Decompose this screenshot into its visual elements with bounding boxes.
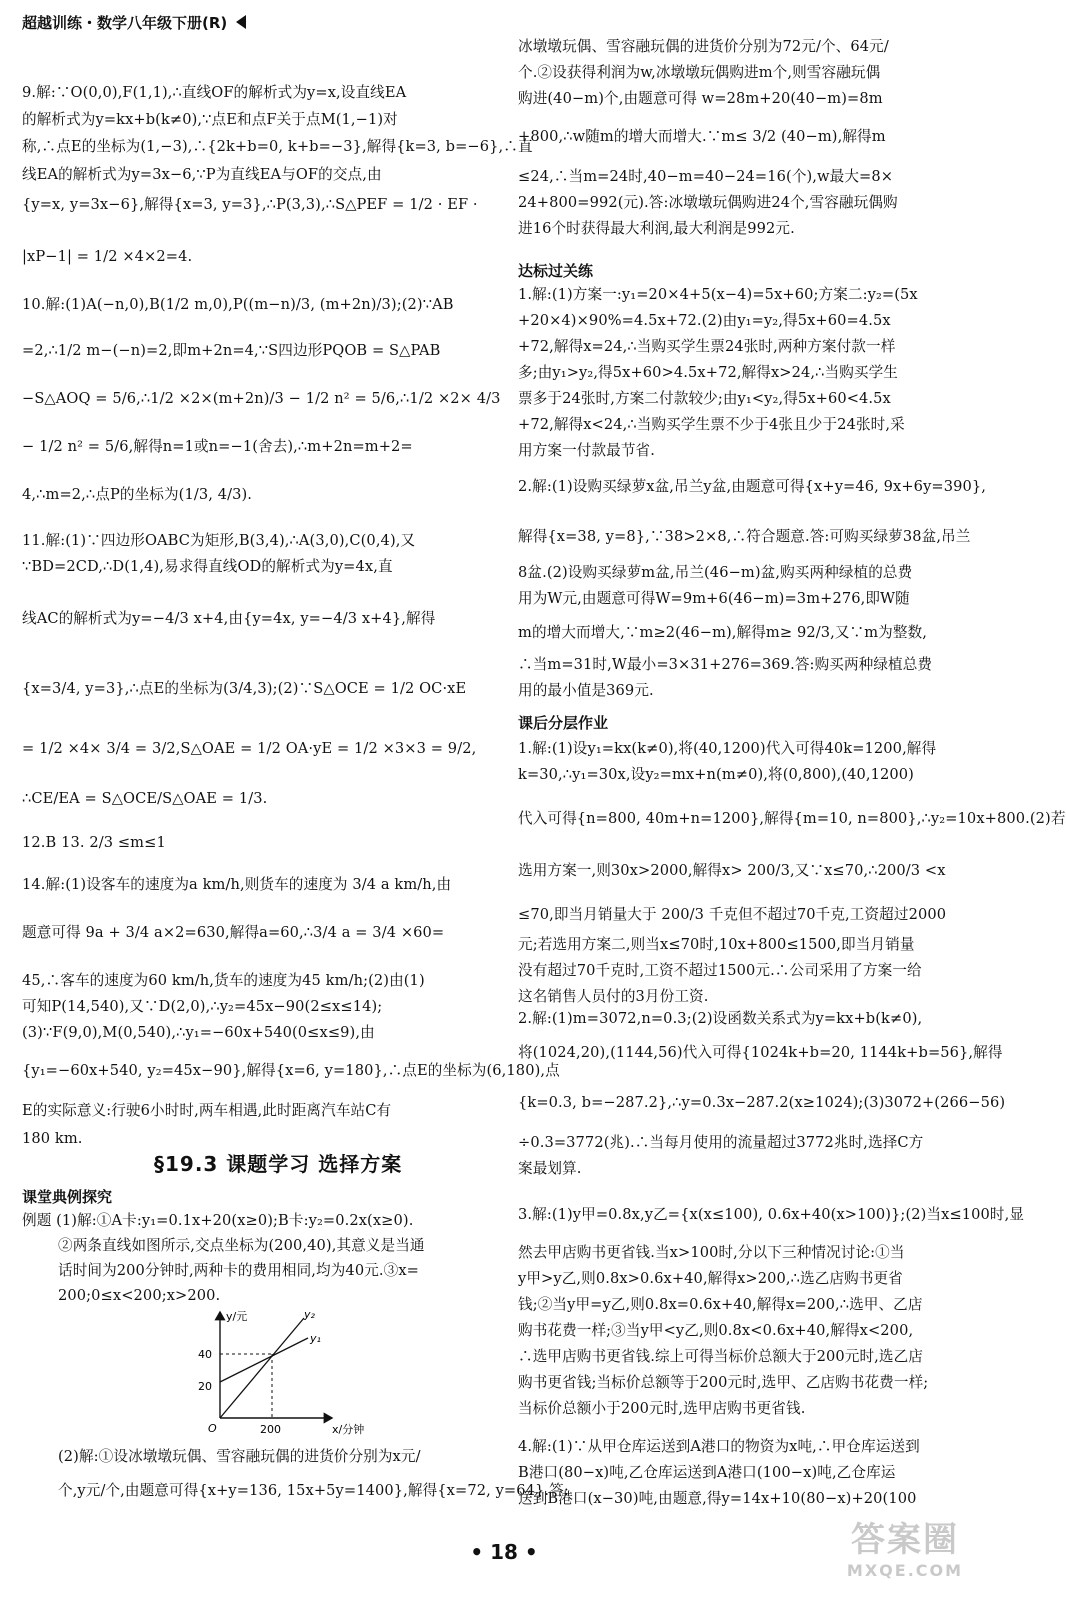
text-line: 冰墩墩玩偶、雪容融玩偶的进货价分别为72元/个、64元/ [518, 38, 889, 55]
text-line: E的实际意义:行驶6小时时,两车相遇,此时距离汽车站C有 [22, 1102, 392, 1119]
text-line: 9.解:∵O(0,0),F(1,1),∴直线OF的解析式为y=x,设直线EA [22, 84, 407, 101]
text-line: {k=0.3, b=−287.2},∴y=0.3x−287.2(x≥1024);(3)3072+(266−56) [518, 1094, 1006, 1111]
text-line: 8盆.(2)设购买绿萝m盆,吊兰(46−m)盆,购买两种绿植的总费 [518, 564, 913, 581]
text-line: ②两条直线如图所示,交点坐标为(200,40),其意义是当通 [58, 1237, 425, 1254]
subsection-heading: 达标过关练 [518, 262, 594, 280]
text-line: 这名销售人员付的3月份工资. [518, 988, 709, 1005]
text-line: (3)∵F(9,0),M(0,540),∴y₁=−60x+540(0≤x≤9),由 [22, 1024, 375, 1041]
text-line: 例题 (1)解:①A卡:y₁=0.1x+20(x≥0);B卡:y₂=0.2x(x≥0). [22, 1212, 414, 1229]
text-line: 进16个时获得最大利润,最大利润是992元. [518, 220, 795, 237]
text-line: B港口(80−x)吨,乙仓库运送到A港口(100−x)吨,乙仓库运 [518, 1464, 896, 1481]
text-line: 11.解:(1)∵四边形OABC为矩形,B(3,4),∴A(3,0),C(0,4),又 [22, 532, 416, 549]
text-line: 4.解:(1)∵从甲仓库运送到A港口的物资为x吨,∴甲仓库运送到 [518, 1438, 920, 1455]
text-line: − 1/2 n² = 5/6,解得n=1或n=−1(舍去),∴m+2n=m+2= [22, 438, 413, 455]
text-line: ≤70,即当月销量大于 200/3 千克但不超过70千克,工资超过2000 [518, 906, 947, 923]
text-line: 180 km. [22, 1130, 83, 1147]
text-line: 没有超过70千克时,工资不超过1500元.∴公司采用了方案一给 [518, 962, 922, 979]
text-line: m的增大而增大,∵m≥2(46−m),解得m≥ 92/3,又∵m为整数, [518, 624, 927, 641]
text-line: 线EA的解析式为y=3x−6,∵P为直线EA与OF的交点,由 [22, 166, 382, 183]
line-y1 [220, 1338, 308, 1382]
text-line: 14.解:(1)设客车的速度为a km/h,则货车的速度为 3/4 a km/h,由 [22, 876, 452, 893]
text-line: {y=x, y=3x−6},解得{x=3, y=3},∴P(3,3),∴S△PEF = 1/2 · EF · [22, 196, 478, 213]
x-tick-label: 200 [260, 1423, 281, 1436]
text-line: 2.解:(1)设购买绿萝x盆,吊兰y盆,由题意可得{x+y=46, 9x+6y=390}, [518, 478, 987, 495]
text-line: y甲>y乙,则0.8x>0.6x+40,解得x>200,∴选乙店购书更省 [518, 1270, 903, 1287]
text-line: 购进(40−m)个,由题意可得 w=28m+20(40−m)=8m [518, 90, 883, 107]
text-line: ∵BD=2CD,∴D(1,4),易求得直线OD的解析式为y=4x,直 [22, 558, 393, 575]
triangle-marker-icon [235, 15, 247, 29]
text-line: 代入可得{n=800, 40m+n=1200},解得{m=10, n=800},∴y₂=10x+800.(2)若 [518, 810, 1066, 827]
y-tick-label: 40 [198, 1348, 212, 1361]
text-line: 24+800=992(元).答:冰墩墩玩偶购进24个,雪容融玩偶购 [518, 194, 898, 211]
subsection-heading: 课后分层作业 [518, 714, 609, 732]
text-line: ∴CE/EA = S△OCE/S△OAE = 1/3. [22, 790, 268, 807]
text-line: 购书花费一样;③当y甲<y乙,则0.8x<0.6x+40,解得x<200, [518, 1322, 914, 1339]
text-line: ∴选甲店购书更省钱.综上可得当标价总额大于200元时,选乙店 [518, 1348, 923, 1365]
text-line: 当标价总额小于200元时,选甲店购书更省钱. [518, 1400, 806, 1417]
text-line: 12.B 13. 2/3 ≤m≤1 [22, 834, 166, 851]
text-line: |xP−1| = 1/2 ×4×2=4. [22, 248, 193, 265]
origin-label: O [208, 1422, 217, 1435]
line-y2 [220, 1318, 304, 1418]
text-line: 称,∴点E的坐标为(1,−3),∴{2k+b=0, k+b=−3},解得{k=3, b=−6},∴直 [22, 138, 533, 155]
text-line: 用的最小值是369元. [518, 682, 654, 699]
text-line: 题意可得 9a + 3/4 a×2=630,解得a=60,∴3/4 a = 3/4 ×60= [22, 924, 445, 941]
text-line: 案最划算. [518, 1160, 582, 1177]
watermark-url: MXQE.COM [846, 1561, 964, 1580]
line-label-y2: y₂ [304, 1308, 315, 1321]
text-line: +800,∴w随m的增大而增大.∵m≤ 3/2 (40−m),解得m [518, 128, 886, 145]
text-line: +72,解得x=24,∴当购买学生票24张时,两种方案付款一样 [518, 338, 896, 355]
text-line: 1.解:(1)方案一:y₁=20×4+5(x−4)=5x+60;方案二:y₂=(5x [518, 286, 918, 303]
text-line: = 1/2 ×4× 3/4 = 3/2,S△OAE = 1/2 OA·yE = 1/2 ×3×3 = 9/2, [22, 740, 477, 757]
y-tick-label: 20 [198, 1380, 212, 1393]
page-header [22, 12, 247, 33]
text-line: (2)解:①设冰墩墩玩偶、雪容融玩偶的进货价分别为x元/ [58, 1448, 421, 1465]
text-line: 送到B港口(x−30)吨,由题意,得y=14x+10(80−x)+20(100 [518, 1490, 917, 1507]
text-line: 购书更省钱;当标价总额等于200元时,选甲、乙店购书花费一样; [518, 1374, 929, 1391]
text-line: 票多于24张时,方案二付款较少;由y₁<y₂,得5x+60<4.5x [518, 390, 891, 407]
text-line: {x=3/4, y=3},∴点E的坐标为(3/4,3);(2)∵S△OCE = 1/2 OC·xE [22, 680, 467, 697]
text-line: 话时间为200分钟时,两种卡的费用相同,均为40元.③x= [58, 1262, 419, 1279]
text-line: k=30,∴y₁=30x,设y₂=mx+n(m≠0),将(0,800),(40,1200) [518, 766, 914, 783]
subsection-heading: 课堂典例探究 [22, 1188, 113, 1206]
line-label-y1: y₁ [310, 1332, 321, 1345]
header-title: 超越训练・数学八年级下册(R) [22, 14, 228, 32]
text-line: =2,∴1/2 m−(−n)=2,即m+2n=4,∵S四边形PQOB = S△PAB [22, 342, 441, 359]
text-line: 4,∴m=2,∴点P的坐标为(1/3, 4/3). [22, 486, 253, 503]
text-line: 200;0≤x<200;x>200. [58, 1287, 221, 1304]
text-line: 元;若选用方案二,则当x≤70时,10x+800≤1500,即当月销量 [518, 936, 915, 953]
text-line: 用方案一付款最节省. [518, 442, 655, 459]
text-line: 1.解:(1)设y₁=kx(k≠0),将(40,1200)代入可得40k=1200,解得 [518, 740, 937, 757]
text-line: ∴当m=31时,W最小=3×31+276=369.答:购买两种绿植总费 [518, 656, 933, 673]
section-title: §19.3 课题学习 选择方案 [154, 1152, 403, 1176]
y-axis-label: y/元 [226, 1310, 248, 1323]
text-line: 线AC的解析式为y=−4/3 x+4,由{y=4x, y=−4/3 x+4},解得 [22, 610, 436, 627]
text-line: 用为W元,由题意可得W=9m+6(46−m)=3m+276,即W随 [518, 590, 910, 607]
text-line: 可知P(14,540),又∵D(2,0),∴y₂=45x−90(2≤x≤14); [22, 998, 383, 1015]
text-line: 的解析式为y=kx+b(k≠0),∵点E和点F关于点M(1,−1)对 [22, 111, 398, 128]
text-line: +20×4)×90%=4.5x+72.(2)由y₁=y₂,得5x+60=4.5x [518, 312, 891, 329]
x-axis-label: x/分钟 [332, 1423, 365, 1436]
text-line: 将(1024,20),(1144,56)代入可得{1024k+b=20, 1144k+b=56},解得 [518, 1044, 1003, 1061]
text-line: 个.②设获得利润为w,冰墩墩玩偶购进m个,则雪容融玩偶 [518, 64, 881, 81]
text-line: 3.解:(1)y甲=0.8x,y乙={x(x≤100), 0.6x+40(x>100)};(2)当x≤100时,显 [518, 1206, 1025, 1223]
page-number: • 18 • [470, 1540, 538, 1564]
text-line: ≤24,∴当m=24时,40−m=40−24=16(个),w最大=8× [518, 168, 894, 185]
text-line: 多;由y₁>y₂,得5x+60>4.5x+72,解得x>24,∴当购买学生 [518, 364, 898, 381]
text-line: 45,∴客车的速度为60 km/h,货车的速度为45 km/h;(2)由(1) [22, 972, 425, 989]
text-line: {y₁=−60x+540, y₂=45x−90},解得{x=6, y=180},∴点E的坐标为(6,180),点 [22, 1062, 560, 1079]
watermark-text: 答案圈 [851, 1520, 959, 1560]
text-line: 2.解:(1)m=3072,n=0.3;(2)设函数关系式为y=kx+b(k≠0), [518, 1010, 923, 1027]
text-line: 10.解:(1)A(−n,0),B(1/2 m,0),P((m−n)/3, (m+2n)/3);(2)∵AB [22, 296, 454, 313]
text-line: 然去甲店购书更省钱.当x>100时,分以下三种情况讨论:①当 [518, 1244, 905, 1261]
text-line: 个,y元/个,由题意可得{x+y=136, 15x+5y=1400},解得{x=72, y=64}.答: [58, 1482, 569, 1499]
text-line: −S△AOQ = 5/6,∴1/2 ×2×(m+2n)/3 − 1/2 n² = 5/6,∴1/2 ×2× 4/3 [22, 390, 501, 407]
text-line: ÷0.3=3772(兆).∴当每月使用的流量超过3772兆时,选择C方 [518, 1134, 924, 1151]
text-line: +72,解得x<24,∴当购买学生票不少于4张且少于24张时,采 [518, 416, 905, 433]
text-line: 钱;②当y甲=y乙,则0.8x=0.6x+40,解得x=200,∴选甲、乙店 [518, 1296, 923, 1313]
watermark-logo [830, 1512, 980, 1592]
text-line: 选用方案一,则30x>2000,解得x> 200/3,又∵x≤70,∴200/3 <x [518, 862, 946, 879]
text-line: 解得{x=38, y=8},∵38>2×8,∴符合题意.答:可购买绿萝38盆,吊兰 [518, 528, 971, 545]
function-graph [182, 1306, 372, 1444]
